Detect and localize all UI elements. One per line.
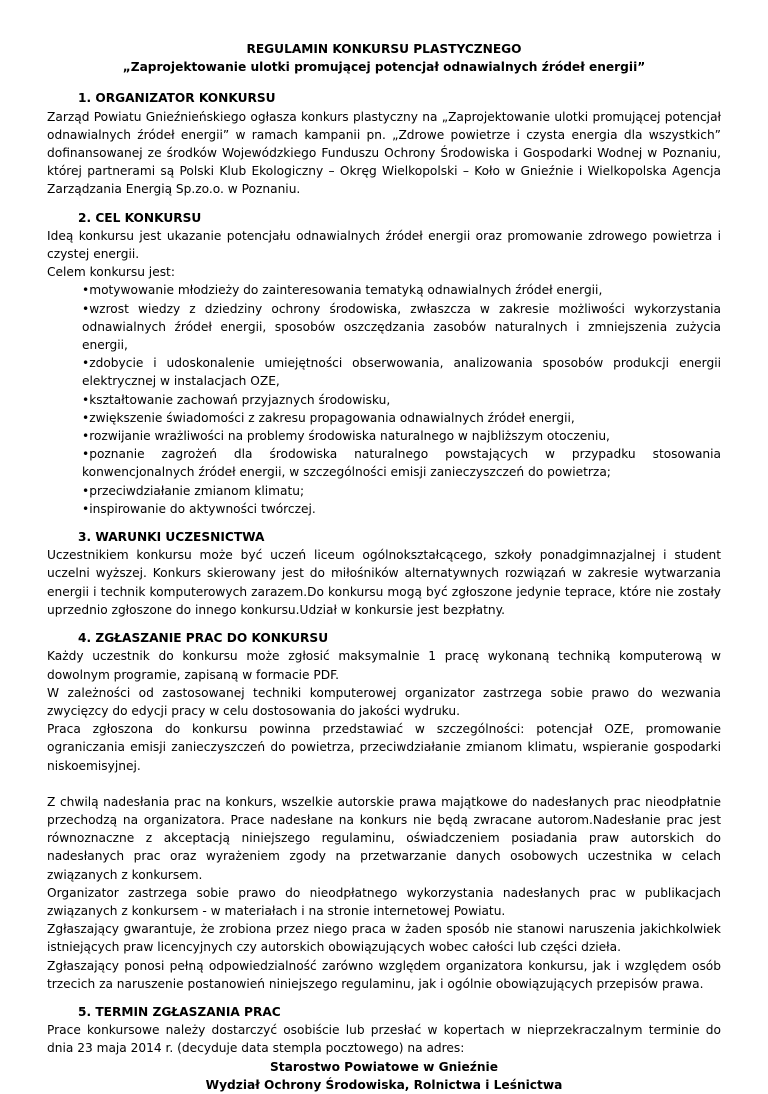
section-deadline <box>47 1003 721 1094</box>
bullet-icon: • <box>82 410 90 425</box>
section-text: Prace konkursowe należy dostarczyć osobiście lub przesłać w kopertach w nieprzekraczalnym terminie do dnia 23 maja 2014 r. (decyduje data stempla pocztowego) na adres: <box>47 1023 721 1056</box>
list-item: •inspirowanie do aktywności twórczej. <box>82 501 316 516</box>
bullet-icon: • <box>82 447 90 462</box>
list-item: •motywowanie młodzieży do zainteresowania tematyką odnawialnych źródeł energii, <box>82 283 603 298</box>
paragraph: W zależności od zastosowanej techniki komputerowej organizator zastrzega sobie prawo do wezwania zwycięzcy do edycji pracy w celu dostosowania do jakości wydruku. <box>47 685 721 718</box>
section-organizer <box>47 89 721 198</box>
paragraph: Z chwilą nadesłania prac na konkurs, wszelkie autorskie prawa majątkowe do nadesłanych prac nieodpłatnie przechodzą na organizatora. Prace nadesłane na konkurs nie będą zwracane autorom.Nadesłanie prac jest równoznaczne z akceptacją niniejszego regulaminu, oświadczeniem posiadania praw autorskich do nadesłanych prac oraz wyrażeniem zgody na przetwarzanie danych osobowych uczestnika w celach związanych z konkursem. <box>47 794 721 882</box>
paragraph: Zgłaszający ponosi pełną odpowiedzialność zarówno względem organizatora konkursu, jak i względem osób trzecich za naruszenie postanowień niniejszego regulaminu, jak i ogólnie obowiązujących przepisów prawa. <box>47 958 721 991</box>
bullet-icon: • <box>82 283 90 298</box>
goal-list <box>47 281 721 518</box>
paragraph: Organizator zastrzega sobie prawo do nieodpłatnego wykorzystania nadesłanych prac w publikacjach związanych z konkursem - w materiałach i na stronie internetowej Powiatu. <box>47 885 721 918</box>
list-item: •kształtowanie zachowań przyjaznych środowisku, <box>82 392 391 407</box>
bullet-icon: • <box>82 483 90 498</box>
list-item: •zdobycie i udoskonalenie umiejętności obserwowania, analizowania sposobów produkcji energii elektrycznej w instalacjach OZE, <box>82 356 721 389</box>
section-heading: 5. TERMIN ZGŁASZANIA PRAC <box>78 1004 281 1019</box>
section-text: Zarząd Powiatu Gnieźnieńskiego ogłasza konkurs plastyczny na „Zaprojektowanie ulotki promującej potencjał odnawialnych źródeł energii” w ramach kampanii pn. „Zdrowe powietrze i czysta energia dla wszystkich” dofinansowanej ze środków Wojewódzkiego Funduszu Ochrony Środowiska i Gospodarki Wodnej w Poznaniu, której partnerami są Polski Klub Ekologiczny – Okręg Wielkopolski – Koło w Gnieźnie i Wielkopolska Agencja Zarządzania Energią Sp.zo.o. w Poznaniu. <box>47 109 721 197</box>
section-heading: 1. ORGANIZATOR KONKURSU <box>78 91 276 106</box>
goal-intro: Celem konkursu jest: <box>47 265 175 280</box>
bullet-icon: • <box>82 392 90 407</box>
paragraph-gap <box>47 775 721 793</box>
address-line: Starostwo Powiatowe w Gnieźnie <box>270 1059 498 1074</box>
paragraph: Zgłaszający gwarantuje, że zrobiona przez niego praca w żaden sposób nie stanowi naruszenia jakichkolwiek istniejących praw licencyjnych czy autorskich obowiązujących wobec całości lub części dzieła. <box>47 922 721 955</box>
bullet-icon: • <box>82 501 90 516</box>
section-text: Uczestnikiem konkursu może być uczeń liceum ogólnokształcącego, szkoły ponadgimnazjalnej i student uczelni wyższej. Konkurs skierowany jest do miłośników alternatywnych rozwiązań w zakresie wytwarzania energii i technik komputerowych zarazem.Do konkursu mogą być zgłoszone jedynie teprace, które nie zostały uprzednio zgłoszone do innego konkursu.Udział w konkursie jest bezpłatny. <box>47 548 721 617</box>
section-text: Ideą konkursu jest ukazanie potencjału odnawialnych źródeł energii oraz promowanie zdrowego powietrza i czystej energii. <box>47 228 721 262</box>
section-heading: 3. WARUNKI UCZESNICTWA <box>78 530 265 545</box>
section-submission <box>47 629 721 993</box>
bullet-icon: • <box>82 301 90 316</box>
bullet-icon: • <box>82 429 90 444</box>
paragraph: Praca zgłoszona do konkursu powinna przedstawiać w szczególności: potencjał OZE, promowanie ograniczania emisji zanieczyszczeń do powietrza, przeciwdziałanie zmianom klimatu, wspieranie gospodarki niskoemisyjnej. <box>47 722 721 773</box>
list-item: •przeciwdziałanie zmianom klimatu; <box>82 483 305 498</box>
list-item: •rozwijanie wrażliwości na problemy środowiska naturalnego w najbliższym otoczeniu, <box>82 429 610 444</box>
paragraph: Każdy uczestnik do konkursu może zgłosić maksymalnie 1 pracę wykonaną techniką komputerową w dowolnym programie, zapisaną w formacie PDF. <box>47 649 721 682</box>
list-item: •wzrost wiedzy z dziedziny ochrony środowiska, zwłaszcza w zakresie możliwości wykorzystania odnawialnych źródeł energii, sposobów oszczędzania zasobów naturalnych i zmniejszenia zużycia energii, <box>82 301 721 353</box>
section-goal <box>47 209 721 518</box>
document-subtitle: „Zaprojektowanie ulotki promującej potencjał odnawialnych źródeł energii” <box>122 60 646 75</box>
section-heading: 4. ZGŁASZANIE PRAC DO KONKURSU <box>78 631 329 646</box>
list-item: •poznanie zagrożeń dla środowiska naturalnego powstających w przypadku stosowania konwencjonalnych źródeł energii, w szczególności emisji zanieczyszczeń do powietrza; <box>82 447 721 480</box>
section-participation <box>47 528 721 619</box>
list-item: •zwiększenie świadomości z zakresu propagowania odnawialnych źródeł energii, <box>82 410 575 425</box>
document-title: REGULAMIN KONKURSU PLASTYCZNEGO <box>246 42 522 56</box>
bullet-icon: • <box>82 356 90 371</box>
section-heading: 2. CEL KONKURSU <box>78 210 202 225</box>
address-line: Wydział Ochrony Środowiska, Rolnictwa i Leśnictwa <box>205 1077 563 1092</box>
